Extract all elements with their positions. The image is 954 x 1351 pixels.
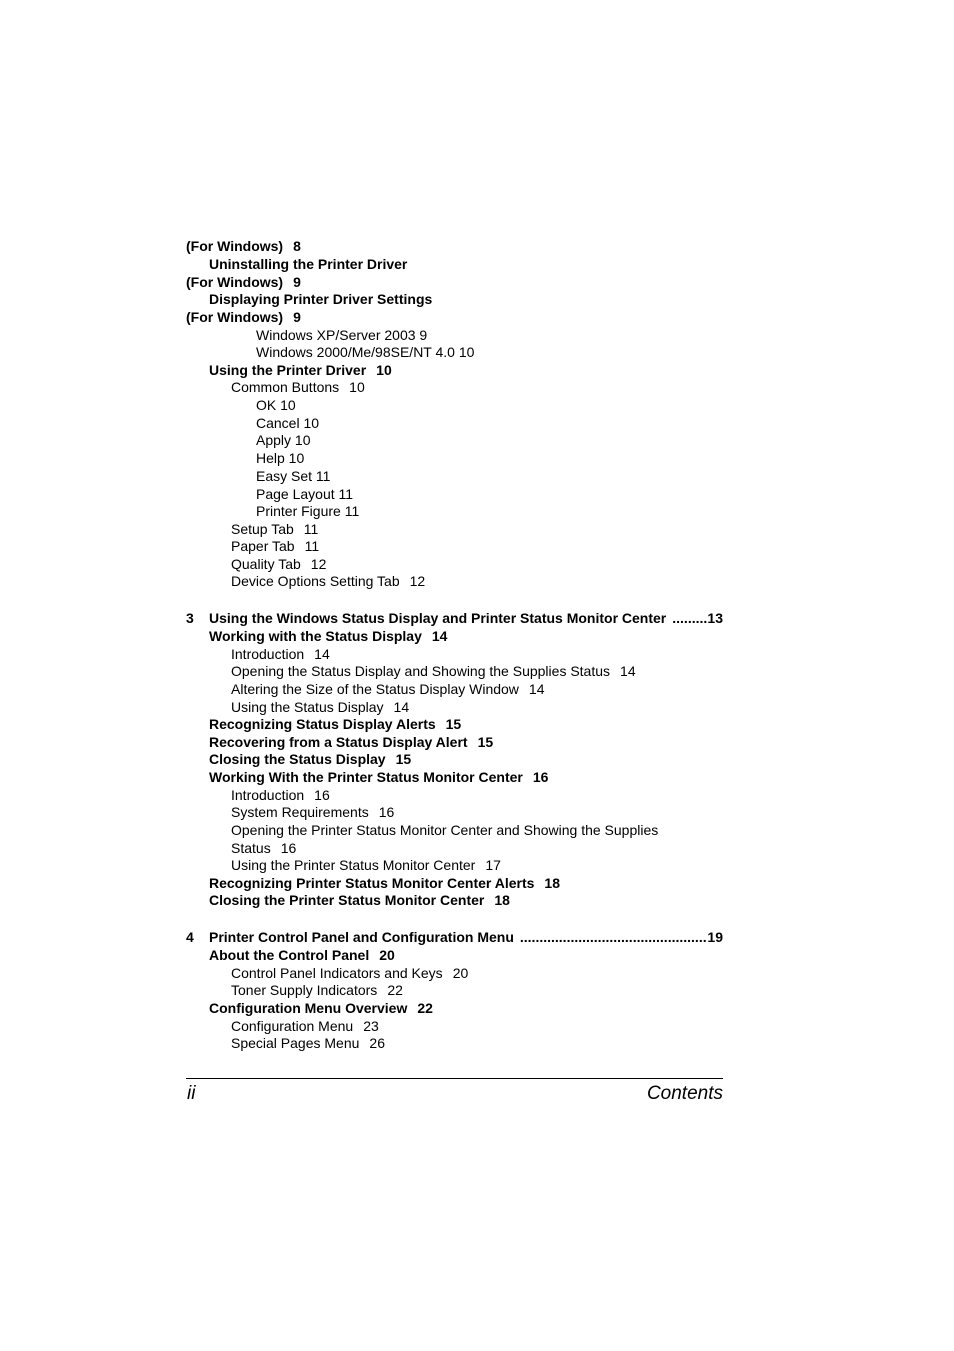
toc-entry xyxy=(209,362,392,379)
toc-entry-title: Setup Tab xyxy=(231,521,294,537)
toc-entry xyxy=(231,982,403,999)
toc-entry xyxy=(209,751,411,768)
toc-entry-title: Device Options Setting Tab xyxy=(231,573,400,589)
toc-entry-page: 16 xyxy=(378,804,395,820)
toc-entry-page: 12 xyxy=(409,573,426,589)
toc-entry-title: Status xyxy=(231,840,271,856)
toc-entry-title: Using the Printer Driver xyxy=(209,362,367,378)
toc-entry xyxy=(209,256,407,273)
toc-entry xyxy=(231,646,330,663)
toc-entry-title: Working With the Printer Status Monitor Center xyxy=(209,769,523,785)
toc-entry-title: Working with the Status Display xyxy=(209,628,422,644)
toc-entry xyxy=(231,573,425,590)
toc-entry-title: Common Buttons xyxy=(231,379,340,395)
toc-entry-title: Apply 10 xyxy=(256,432,311,448)
chapter-title: Using the Windows Status Display and Printer Status Monitor Center xyxy=(209,610,667,626)
toc-entry xyxy=(209,769,548,786)
toc-entry-title: Recognizing Status Display Alerts xyxy=(209,716,436,732)
toc-entry-title: Help 10 xyxy=(256,450,305,466)
toc-entry-title: About the Control Panel xyxy=(209,947,370,963)
footer-rule xyxy=(186,1078,723,1079)
toc-entry-title: Recognizing Printer Status Monitor Center Alerts xyxy=(209,875,535,891)
toc-entry-title: Special Pages Menu xyxy=(231,1035,360,1051)
toc-entry xyxy=(231,1035,385,1052)
toc-entry-page: 16 xyxy=(314,787,330,803)
toc-entry xyxy=(256,327,427,344)
toc-entry-title: Uninstalling the Printer Driver xyxy=(209,256,408,272)
toc-entry xyxy=(231,556,326,573)
toc-entry-page: 11 xyxy=(303,521,319,537)
toc-entry-title: Closing the Printer Status Monitor Center xyxy=(209,892,485,908)
toc-entry-title: (For Windows) xyxy=(186,309,284,325)
toc-entry-title: (For Windows) xyxy=(186,274,284,290)
toc-entry xyxy=(231,840,296,857)
toc-entry-title: Introduction xyxy=(231,787,305,803)
toc-entry xyxy=(209,716,461,733)
toc-entry xyxy=(256,397,296,414)
toc-entry xyxy=(231,379,365,396)
toc-entry-title: (For Windows) xyxy=(186,238,284,254)
toc-entry xyxy=(231,538,319,555)
toc-entry xyxy=(256,450,304,467)
toc-entry-title: Printer Figure 11 xyxy=(256,503,360,519)
toc-entry xyxy=(231,822,658,839)
toc-entry-page: 9 xyxy=(293,274,301,290)
chapter-title: Printer Control Panel and Configuration Menu xyxy=(209,929,514,945)
chapter-page-number: 19 xyxy=(707,929,723,945)
toc-entry-title: Configuration Menu Overview xyxy=(209,1000,408,1016)
toc-entry-title: Introduction xyxy=(231,646,305,662)
toc-chapter-entry xyxy=(186,610,723,627)
dot-leader xyxy=(666,610,707,627)
toc-entry-title: Quality Tab xyxy=(231,556,301,572)
toc-entry-page: 23 xyxy=(363,1018,379,1034)
toc-entry-title: Opening the Printer Status Monitor Center and Showing the Supplies xyxy=(231,822,659,838)
dot-leader xyxy=(514,929,708,946)
toc-entry xyxy=(186,238,301,255)
toc-entry-title: Using the Printer Status Monitor Center xyxy=(231,857,476,873)
toc-entry-title: Closing the Status Display xyxy=(209,751,386,767)
toc-entry-title: Opening the Status Display and Showing the Supplies Status xyxy=(231,663,611,679)
toc-entry xyxy=(256,503,359,520)
toc-entry-page: 14 xyxy=(431,628,448,644)
toc-entry-page: 8 xyxy=(293,238,301,254)
toc-entry-page: 14 xyxy=(620,663,636,679)
toc-entry-page: 20 xyxy=(452,965,469,981)
toc-entry-title: Cancel 10 xyxy=(256,415,320,431)
toc-entry xyxy=(231,804,394,821)
toc-entry-page: 12 xyxy=(310,556,327,572)
toc-entry-page: 20 xyxy=(379,947,395,963)
toc-entry-page: 18 xyxy=(494,892,510,908)
toc-entry-title: Easy Set 11 xyxy=(256,468,331,484)
toc-entry xyxy=(209,892,510,909)
footer-section-title: Contents xyxy=(646,1083,723,1104)
toc-entry xyxy=(256,486,353,503)
toc-entry-page: 18 xyxy=(544,875,560,891)
toc-entry-page: 10 xyxy=(349,379,365,395)
toc-entry-page: 14 xyxy=(393,699,410,715)
toc-entry-page: 22 xyxy=(387,982,403,998)
toc-entry xyxy=(256,432,310,449)
toc-entry-page: 16 xyxy=(532,769,549,785)
toc-entry-title: Paper Tab xyxy=(231,538,295,554)
toc-entry-title: Using the Status Display xyxy=(231,699,384,715)
toc-entry xyxy=(186,309,301,326)
chapter-number: 3 xyxy=(186,610,194,626)
toc-entry xyxy=(186,274,301,291)
footer-page-number: ii xyxy=(187,1083,196,1104)
toc-entry xyxy=(256,468,330,485)
toc-entry xyxy=(256,344,474,361)
toc-entry-title: System Requirements xyxy=(231,804,369,820)
toc-entry xyxy=(231,521,318,538)
chapter-page-number: 13 xyxy=(707,610,723,626)
toc-entry-page: 17 xyxy=(485,857,501,873)
toc-chapter-entry xyxy=(186,929,723,946)
toc-entry xyxy=(231,681,545,698)
toc-entry xyxy=(231,857,501,874)
toc-entry-title: Configuration Menu xyxy=(231,1018,354,1034)
toc-entry xyxy=(231,699,409,716)
toc-entry-title: Windows 2000/Me/98SE/NT 4.0 10 xyxy=(256,344,475,360)
toc-entry-page: 14 xyxy=(528,681,545,697)
toc-entry-page: 10 xyxy=(376,362,392,378)
toc-entry-title: Toner Supply Indicators xyxy=(231,982,378,998)
toc-entry-page: 15 xyxy=(477,734,494,750)
toc-entry-title: OK 10 xyxy=(256,397,296,413)
toc-entry xyxy=(231,965,468,982)
toc-entry-title: Control Panel Indicators and Keys xyxy=(231,965,443,981)
toc-entry-page: 22 xyxy=(417,1000,433,1016)
toc-entry xyxy=(256,415,319,432)
toc-entry xyxy=(209,628,447,645)
toc-entry-page: 15 xyxy=(445,716,462,732)
toc-entry-title: Page Layout 11 xyxy=(256,486,354,502)
toc-entry-page: 15 xyxy=(395,751,412,767)
toc-entry xyxy=(209,947,395,964)
toc-entry xyxy=(231,663,636,680)
toc-entry xyxy=(209,734,493,751)
toc-entry xyxy=(209,1000,433,1017)
toc-entry-page: 14 xyxy=(314,646,330,662)
toc-entry-page: 16 xyxy=(280,840,297,856)
toc-entry xyxy=(231,1018,379,1035)
toc-entry-page: 9 xyxy=(293,309,301,325)
chapter-number: 4 xyxy=(186,929,194,945)
toc-entry-title: Displaying Printer Driver Settings xyxy=(209,291,433,307)
toc-entry xyxy=(231,787,330,804)
toc-entry-page: 26 xyxy=(369,1035,385,1051)
toc-entry-title: Altering the Size of the Status Display Window xyxy=(231,681,519,697)
toc-entry xyxy=(209,875,560,892)
toc-entry-page: 11 xyxy=(304,538,320,554)
toc-entry-title: Windows XP/Server 2003 9 xyxy=(256,327,428,343)
toc-entry xyxy=(209,291,432,308)
toc-entry-title: Recovering from a Status Display Alert xyxy=(209,734,468,750)
